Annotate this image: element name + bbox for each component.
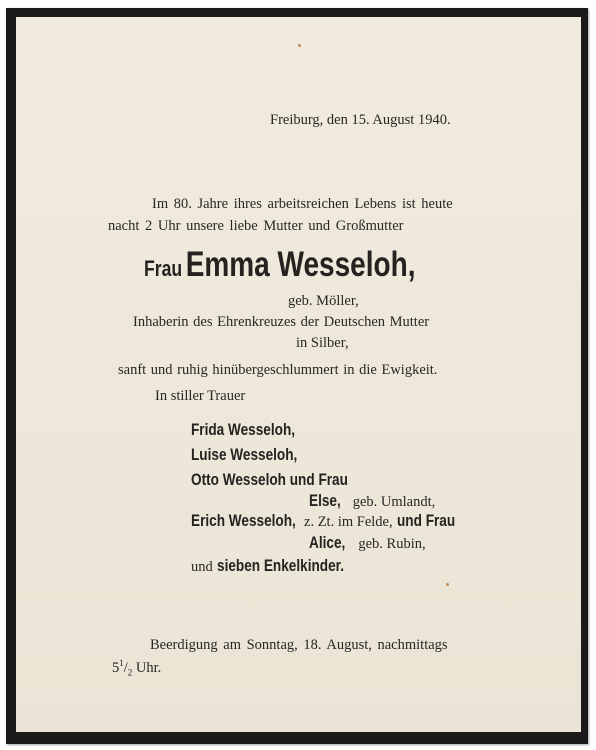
mourner-alice-born: geb. Rubin, — [358, 536, 426, 552]
notice-paper — [16, 17, 581, 732]
mourner-luise: Luise Wesseloh, — [191, 445, 298, 464]
paper-speck — [298, 44, 301, 47]
funeral-time: $5^1/_2$ Uhr. — [112, 658, 162, 678]
honor-line-2: in Silber, — [296, 335, 349, 351]
mourner-erich-note: z. Zt. im Felde, — [304, 514, 393, 530]
funeral-time-num: 1 — [119, 658, 124, 668]
mourner-otto: Otto Wesseloh und Frau — [191, 470, 348, 489]
date-line: Freiburg, den 15. August 1940. — [270, 112, 451, 128]
mourner-und: und — [191, 559, 213, 575]
passing-line: sanft und ruhig hinübergeschlummert in die Ewigkeit. — [118, 362, 438, 378]
mourner-erich-und-frau: und Frau — [396, 511, 455, 530]
intro-line-1: Im 80. Jahre ihres arbeitsreichen Lebens ist heute — [152, 196, 453, 212]
mourner-alice — [309, 533, 426, 553]
honor-line-1: Inhaberin des Ehrenkreuzes der Deutschen Mutter — [133, 314, 430, 330]
funeral-time-unit: Uhr. — [135, 659, 162, 676]
mourner-alice-name: Alice, — [309, 533, 346, 552]
mourning-card-border — [6, 8, 588, 744]
deceased-born: geb. Möller, — [288, 293, 359, 309]
paper-speck — [446, 583, 449, 586]
deceased-name — [144, 245, 416, 285]
mourner-else-born: geb. Umlandt, — [352, 494, 436, 510]
mourner-grandchildren — [191, 556, 376, 576]
mourner-erich-name: Erich Wesseloh, — [191, 511, 296, 530]
deceased-title: Frau — [144, 256, 183, 281]
funeral-time-den: 2 — [127, 667, 133, 678]
mourner-else-name: Else, — [309, 491, 341, 510]
mourner-erich — [191, 511, 469, 531]
funeral-time-whole: 5 — [112, 659, 120, 676]
intro-line-2: nacht 2 Uhr unsere liebe Mutter und Großmutter — [108, 218, 404, 234]
funeral-line: Beerdigung am Sonntag, 18. August, nachmittags — [150, 637, 448, 653]
deceased-full-name: Emma Wesseloh, — [185, 245, 416, 284]
mourner-frida: Frida Wesseloh, — [191, 420, 296, 439]
mourner-else — [309, 491, 435, 511]
mourning-intro: In stiller Trauer — [155, 388, 246, 404]
mourner-grandchildren-text: sieben Enkelkinder. — [216, 556, 344, 575]
